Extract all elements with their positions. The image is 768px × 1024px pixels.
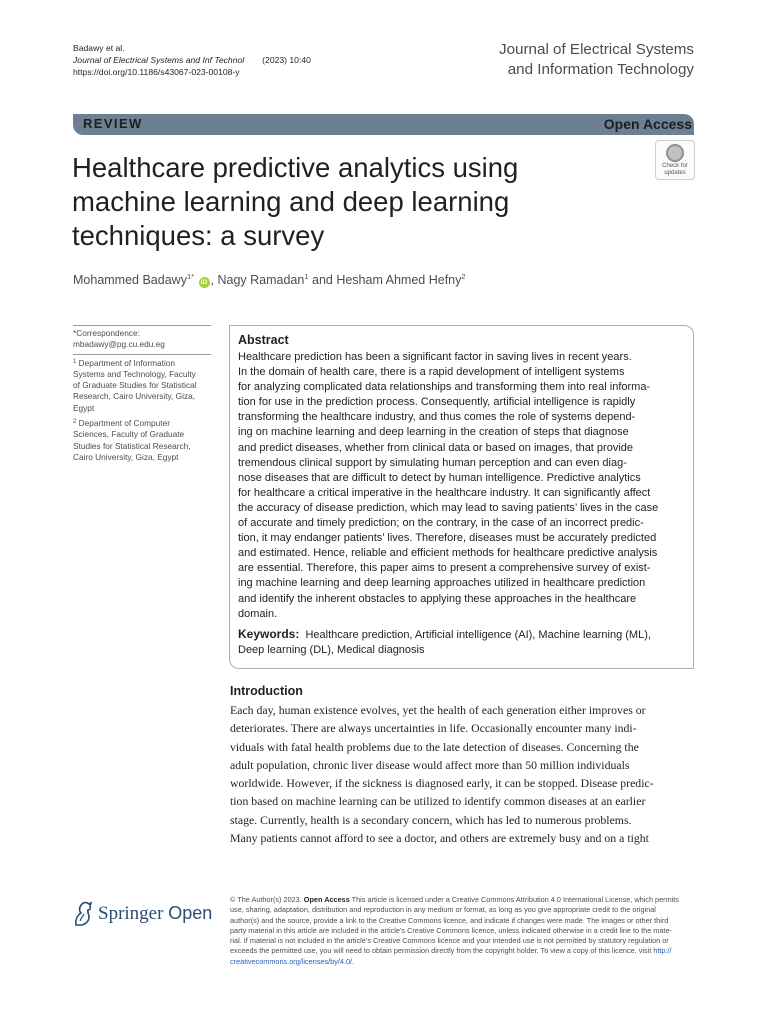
sidebar-divider	[73, 354, 211, 355]
citation-year-volume: (2023) 10:40	[262, 55, 311, 65]
introduction-heading: Introduction	[230, 684, 303, 698]
sidebar-divider	[73, 325, 211, 326]
keywords	[238, 627, 685, 658]
license-text: © The Author(s) 2023. Open Access This article is licensed under a Creative Commons Attribution 4.0 International License, which permits use, sharing, adaptation, distribution and reproduction in any medium or format, as long as you give appropriate credit to the original author(s) and the source, provide a link to the Creative Commons licence, and indicate if changes were made. The images or other third party material in this article are included in the article’s Creative Commons licence, unless indicated otherwise in a credit line to the mate- rial. If material is not included in the article’s Creative Commons licence and your intended use is not permitted by statutory regulation or exceeds the permitted use, you will need to obtain permission directly from the copyright holder. To view a copy of this licence, visit http:// creativecommons.org/licenses/by/4.0/.	[230, 895, 679, 966]
article-title: Healthcare predictive analytics using machine learning and deep learning techniques: a survey	[72, 152, 519, 251]
affiliations-sidebar	[73, 325, 211, 466]
citation-doi[interactable]: https://doi.org/10.1186/s43067-023-00108-y	[73, 67, 240, 77]
citation-block	[73, 42, 311, 78]
abstract-box	[229, 325, 694, 669]
orcid-icon[interactable]: iD	[199, 277, 210, 288]
citation-journal-line	[73, 54, 311, 66]
citation-authors: Badawy et al.	[73, 43, 125, 53]
correspondence: *Correspondence: mbadawy@pg.cu.edu.eg	[73, 328, 211, 351]
author-list	[73, 272, 466, 288]
abstract-heading: Abstract	[238, 333, 289, 347]
author-affiliation-mark: 1*	[186, 272, 195, 281]
article-type-banner	[73, 114, 694, 135]
correspondence-email[interactable]: mbadawy@pg.cu.edu.eg	[73, 339, 165, 350]
author-name[interactable]: , Nagy Ramadan	[210, 273, 305, 287]
springer-horse-icon	[72, 901, 94, 927]
check-updates-icon	[666, 144, 684, 162]
open-access-label: Open Access	[603, 116, 692, 132]
author-name[interactable]: Mohammed Badawy	[73, 273, 187, 287]
article-type-label: REVIEW	[83, 116, 143, 131]
keywords-list: Deep learning (DL), Medical diagnosis	[238, 643, 425, 656]
keywords-list: Healthcare prediction, Artificial intelligence (AI), Machine learning (ML),	[305, 628, 651, 641]
affiliation-2: $^2$ Department of Computer Sciences, Faculty of Graduate Studies for Statistical Research, Cairo University, Giza, Egypt	[73, 418, 191, 462]
license-link[interactable]: creativecommons.org/licenses/by/4.0/	[230, 956, 353, 966]
journal-name: Journal of Electrical Systems and Information Technology	[499, 41, 694, 78]
author-affiliation-mark: 1	[304, 272, 309, 281]
abstract-text: Healthcare prediction has been a significant factor in saving lives in recent years. In the domain of health care, there is a rapid development of intelligent systems for analyzing complicated data relationships and transforming them into real informa- tion for use in the prediction process. Consequently, artificial intelligence is rapidly transforming the healthcare industry, and thus comes the role of systems depend- ing on machine learning and deep learning in the creation of steps that diagnose and predict diseases, whether from clinical data or based on images, that provide tremendous clinical support by simulating human perception and can even diag- nose diseases that are difficult to detect by human intelligence. Predictive analytics for healthcare a critical imperative in the healthcare industry. It can significantly affect the accuracy of disease prediction, which may lead to saving patients’ lives in the case of accurate and timely prediction; on the contrary, in the case of an incorrect predic- tion, it may endanger patients’ lives. Therefore, diseases must be accurately predicted and estimated. Hence, reliable and efficient methods for healthcare predictive analysis are essential. Therefore, this paper aims to present a comprehensive survey of exist- ing machine learning and deep learning approaches utilized in healthcare prediction and identify the inherent obstacles to applying these approaches in the healthcare domain.	[238, 351, 659, 620]
keywords-label: Keywords:	[238, 626, 300, 641]
affiliation-1: $^1$ Department of Information Systems and Technology, Faculty of Graduate Studies for Statistical Research, Cairo University, Giza, Egypt	[73, 357, 197, 413]
introduction-text: Each day, human existence evolves, yet the health of each generation either improves or deteriorates. There are always uncertainties in life. Occasionally encounter many indi- viduals with fatal health problems due to the late detection of diseases. Concerning the adult population, chronic liver disease would affect more than 50 million individuals worldwide. However, if the sickness is diagnosed early, it can be stopped. Disease predic- tion based on machine learning can be utilized to identify common diseases at an earlier stage. Currently, health is a secondary concern, which has led to numerous problems. Many patients cannot afford to see a doctor, and others are extremely busy and on a tight	[230, 703, 654, 846]
citation-journal: Journal of Electrical Systems and Inf Technol	[73, 55, 245, 65]
license-link[interactable]: http://	[653, 946, 672, 956]
author-affiliation-mark: 2	[461, 272, 466, 281]
author-name[interactable]: and Hesham Ahmed Hefny	[308, 273, 462, 287]
check-for-updates-badge[interactable]: Check for updates	[655, 140, 695, 180]
